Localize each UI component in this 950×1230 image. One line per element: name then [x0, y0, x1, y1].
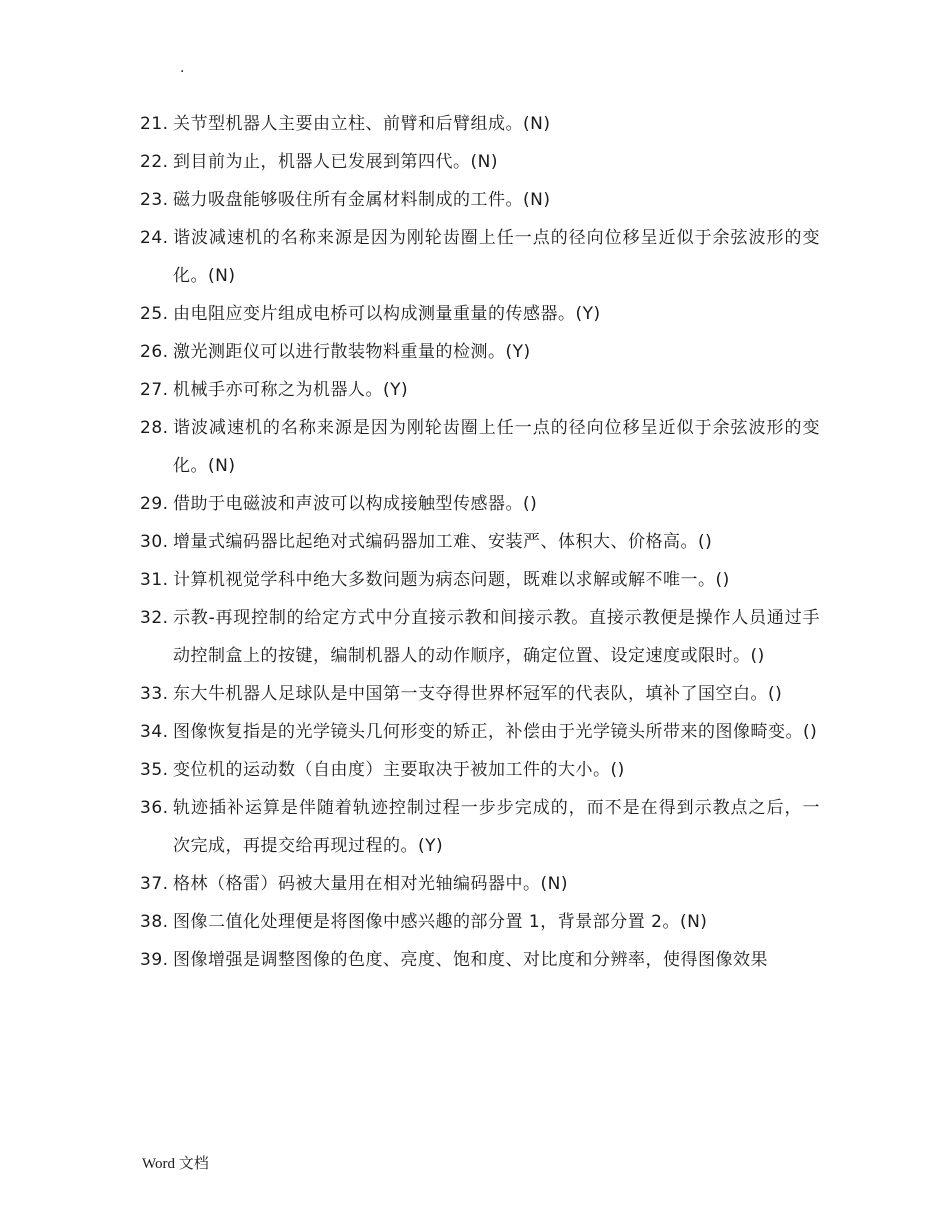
question-item — [140, 181, 820, 219]
question-item — [140, 485, 820, 523]
question-list — [140, 105, 820, 979]
question-text: 谐波减速机的名称来源是因为刚轮齿圈上任一点的径向位移呈近似于余弦波形的变化。(N) — [173, 418, 820, 476]
question-number: 39. — [140, 950, 169, 970]
question-text: 计算机视觉学科中绝大多数问题为病态问题，既难以求解或解不唯一。() — [173, 570, 730, 590]
question-text: 磁力吸盘能够吸住所有金属材料制成的工件。(N) — [173, 190, 551, 210]
question-number: 24. — [140, 228, 169, 248]
question-text: 东大牛机器人足球队是中国第一支夺得世界杯冠军的代表队，填补了国空白。() — [173, 684, 783, 704]
question-item — [140, 409, 820, 485]
header-mark: . — [180, 60, 185, 76]
question-item — [140, 333, 820, 371]
question-item — [140, 105, 820, 143]
question-item — [140, 941, 820, 979]
question-item — [140, 599, 820, 675]
question-number: 22. — [140, 152, 169, 172]
question-number: 30. — [140, 532, 169, 552]
question-item — [140, 789, 820, 865]
question-number: 28. — [140, 418, 169, 438]
question-item — [140, 865, 820, 903]
question-item — [140, 523, 820, 561]
question-number: 37. — [140, 874, 169, 894]
question-text: 图像恢复指是的光学镜头几何形变的矫正，补偿由于光学镜头所带来的图像畸变。() — [173, 722, 818, 742]
question-item — [140, 713, 820, 751]
question-number: 23. — [140, 190, 169, 210]
question-text: 变位机的运动数（自由度）主要取决于被加工件的大小。() — [173, 760, 625, 780]
question-text: 图像增强是调整图像的色度、亮度、饱和度、对比度和分辨率，使得图像效果 — [173, 950, 768, 970]
question-text: 关节型机器人主要由立柱、前臂和后臂组成。(N) — [173, 114, 551, 134]
footer-label: Word 文档 — [142, 1156, 209, 1172]
question-text: 轨迹插补运算是伴随着轨迹控制过程一步步完成的，而不是在得到示教点之后，一次完成，再提交给再现过程的。(Y) — [173, 798, 820, 856]
question-number: 25. — [140, 304, 169, 324]
question-number: 27. — [140, 380, 169, 400]
question-item — [140, 675, 820, 713]
question-text: 格林（格雷）码被大量用在相对光轴编码器中。(N) — [173, 874, 568, 894]
question-number: 33. — [140, 684, 169, 704]
question-number: 21. — [140, 114, 169, 134]
question-text: 到目前为止，机器人已发展到第四代。(N) — [173, 152, 498, 172]
question-text: 机械手亦可称之为机器人。(Y) — [173, 380, 409, 400]
question-text: 谐波减速机的名称来源是因为刚轮齿圈上任一点的径向位移呈近似于余弦波形的变化。(N) — [173, 228, 820, 286]
question-text: 由电阻应变片组成电桥可以构成测量重量的传感器。(Y) — [173, 304, 601, 324]
question-number: 26. — [140, 342, 169, 362]
question-text: 增量式编码器比起绝对式编码器加工难、安装严、体积大、价格高。() — [173, 532, 713, 552]
question-text: 激光测距仪可以进行散装物料重量的检测。(Y) — [173, 342, 531, 362]
question-number: 35. — [140, 760, 169, 780]
question-item — [140, 561, 820, 599]
question-item — [140, 219, 820, 295]
question-text: 借助于电磁波和声波可以构成接触型传感器。() — [173, 494, 538, 514]
question-item — [140, 143, 820, 181]
question-item — [140, 371, 820, 409]
question-item — [140, 751, 820, 789]
question-number: 29. — [140, 494, 169, 514]
question-text: 示教-再现控制的给定方式中分直接示教和间接示教。直接示教便是操作人员通过手动控制盒上的按键，编制机器人的动作顺序，确定位置、设定速度或限时。() — [173, 608, 820, 666]
question-item — [140, 295, 820, 333]
question-number: 36. — [140, 798, 169, 818]
question-number: 31. — [140, 570, 169, 590]
question-number: 38. — [140, 912, 169, 932]
question-number: 32. — [140, 608, 169, 628]
question-item — [140, 903, 820, 941]
question-number: 34. — [140, 722, 169, 742]
question-text: 图像二值化处理便是将图像中感兴趣的部分置 1，背景部分置 2。(N) — [173, 912, 708, 932]
